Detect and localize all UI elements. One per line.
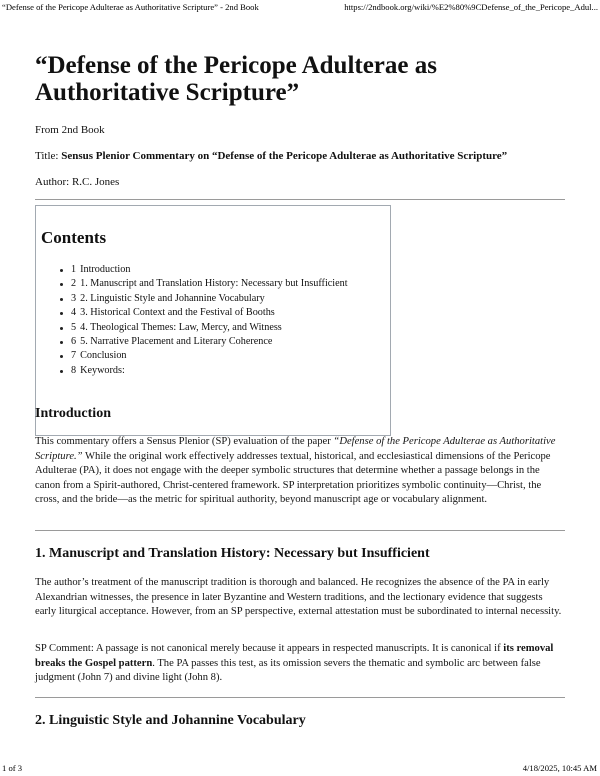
- toc-item[interactable]: [71, 321, 348, 335]
- article-content: [35, 52, 565, 728]
- toc-list: [71, 263, 348, 378]
- author-line: Author: R.C. Jones: [35, 176, 120, 188]
- sp-comment-paragraph: [35, 642, 565, 686]
- toc-item-label[interactable]: 3. Historical Context and the Festival of Booths: [80, 307, 275, 319]
- print-datetime: 4/18/2025, 10:45 AM: [522, 763, 597, 773]
- toc-item[interactable]: [71, 349, 348, 363]
- intro-text-a: This commentary offers a Sensus Plenior (SP) evaluation of the paper: [35, 436, 334, 447]
- table-of-contents: [35, 205, 391, 436]
- toc-item-number: 6: [71, 336, 77, 348]
- intro-text-b: While the original work effectively addresses textual, historical, and ecclesiastical dimensions of the Pericope Adulterae (PA), it does not engage with the deeper symbolic structures that determine whether a passage belongs in the canon from a Spirit-authored, Christ-centered framework. SP interpretation prioritizes symbolic continuity—Christ, the cross, and the bride—as the metric for spiritual authority, beyond manuscript age or vocabulary alignment.: [35, 450, 551, 505]
- title-label: Title:: [35, 150, 62, 162]
- toc-item-label[interactable]: Introduction: [80, 264, 131, 275]
- divider: [35, 697, 565, 698]
- toc-item[interactable]: [71, 364, 348, 378]
- toc-item-number: 7: [71, 350, 77, 362]
- sp-comment-text-a: SP Comment: A passage is not canonical merely because it appears in respected manuscripts. It is canonical if: [35, 643, 504, 654]
- toc-item-label[interactable]: 1. Manuscript and Translation History: Necessary but Insufficient: [80, 278, 348, 290]
- section-heading-linguistic: 2. Linguistic Style and Johannine Vocabulary: [35, 713, 306, 728]
- print-header: [0, 0, 600, 14]
- toc-item[interactable]: [71, 263, 348, 277]
- divider: [35, 199, 565, 200]
- toc-item-number: 3: [71, 292, 77, 304]
- print-header-title: “Defense of the Pericope Adulterae as Authoritative Scripture” - 2nd Book: [2, 2, 259, 12]
- toc-item-number: 5: [71, 321, 77, 333]
- toc-item[interactable]: [71, 335, 348, 349]
- toc-item-label[interactable]: 2. Linguistic Style and Johannine Vocabulary: [80, 292, 265, 304]
- toc-item[interactable]: [71, 277, 348, 291]
- section-heading-manuscript: 1. Manuscript and Translation History: Necessary but Insufficient: [35, 546, 430, 561]
- page-count: 1 of 3: [2, 763, 23, 773]
- toc-item-number: 4: [71, 307, 77, 319]
- toc-item[interactable]: [71, 292, 348, 306]
- toc-item-label[interactable]: Conclusion: [80, 350, 127, 362]
- title-value: Sensus Plenior Commentary on “Defense of the Pericope Adulterae as Authoritative Scripture”: [61, 150, 508, 162]
- from-line: From 2nd Book: [35, 124, 105, 136]
- print-header-url: https://2ndbook.org/wiki/%E2%80%9CDefense_of_the_Pericope_Adul...: [344, 2, 598, 12]
- intro-paper-title: “Defense of the Pericope Adulterae as Authoritative Scripture.”: [35, 436, 556, 462]
- title-line: [35, 149, 507, 163]
- toc-item-number: 8: [71, 364, 77, 376]
- toc-item-label[interactable]: Keywords:: [80, 364, 125, 376]
- divider: [35, 530, 565, 531]
- toc-item[interactable]: [71, 306, 348, 320]
- introduction-paragraph: [35, 435, 565, 508]
- toc-item-number: 2: [71, 278, 77, 290]
- toc-item-label[interactable]: 4. Theological Themes: Law, Mercy, and Witness: [80, 321, 282, 333]
- manuscript-paragraph: The author’s treatment of the manuscript tradition is thorough and balanced. He recognizes the absence of the PA in early Alexandrian witnesses, the presence in later Byzantine and Western traditions, and the lectionary evidence that suggests early liturgical acceptance. However, from an SP perspective, external attestation must be subordinated to internal necessity.: [35, 577, 562, 617]
- toc-heading: Contents: [41, 228, 107, 247]
- section-heading-introduction: Introduction: [35, 406, 111, 421]
- page-title: “Defense of the Pericope Adulterae as Authoritative Scripture”: [35, 52, 437, 106]
- sp-comment-emphasis: its removal breaks the Gospel pattern: [35, 643, 554, 669]
- sp-comment-text-b: . The PA passes this test, as its omission severs the thematic and symbolic arc between false judgment (John 7) and divine light (John 8).: [35, 657, 541, 683]
- print-footer: [0, 762, 600, 776]
- toc-item-label[interactable]: 5. Narrative Placement and Literary Coherence: [80, 336, 273, 348]
- toc-item-number: 1: [71, 264, 77, 275]
